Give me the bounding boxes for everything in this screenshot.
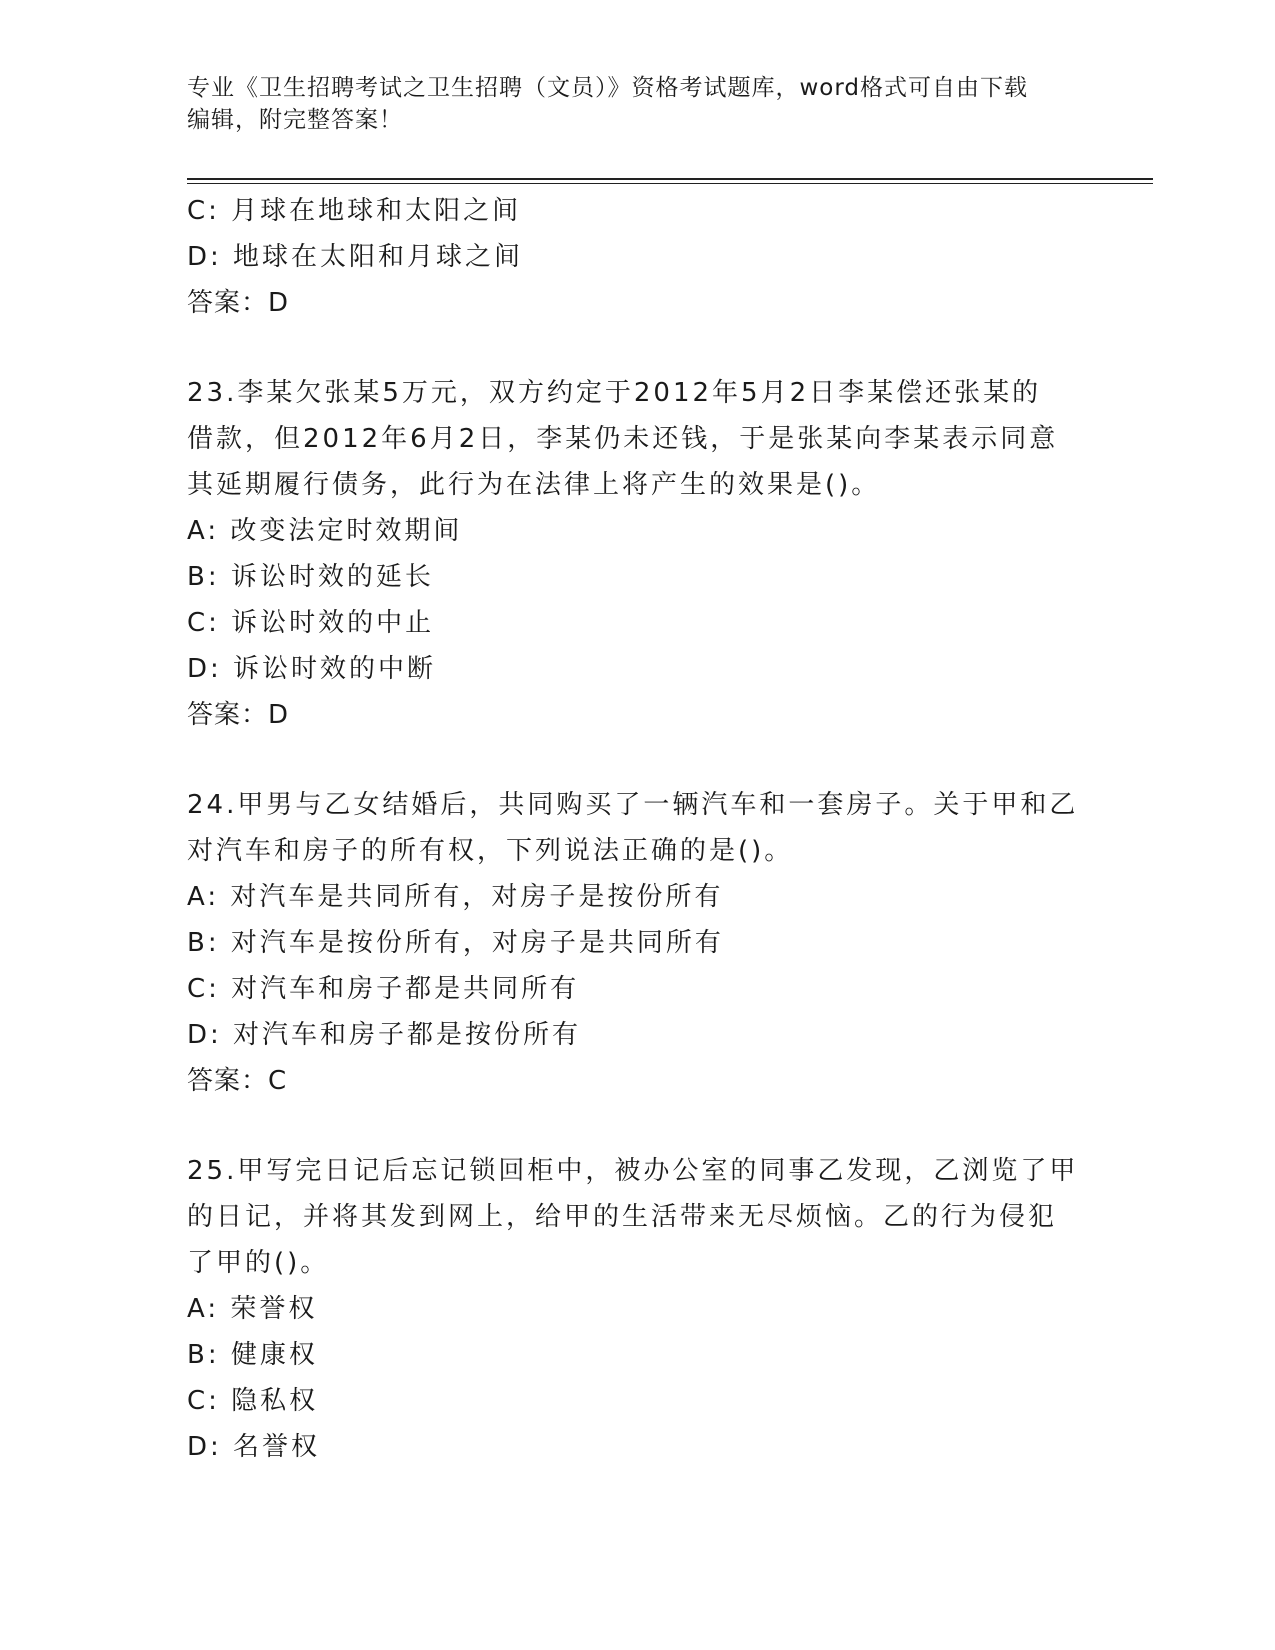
document-header <box>187 72 1087 136</box>
question-stem-line: 25.甲写完日记后忘记锁回柜中，被办公室的同事乙发现，乙浏览了甲 <box>187 1156 1079 1186</box>
answer-line: 答案：D <box>187 700 290 730</box>
header-rule-thick <box>187 178 1153 180</box>
option-a: A: 改变法定时效期间 <box>187 516 463 546</box>
answer-line: 答案：C <box>187 1066 288 1096</box>
header-line-2: 编辑，附完整答案！ <box>187 107 403 133</box>
question-stem-line: 其延期履行债务，此行为在法律上将产生的效果是()。 <box>187 470 881 500</box>
option-d: D: 地球在太阳和月球之间 <box>187 242 524 272</box>
question-stem-line: 23.李某欠张某5万元，双方约定于2012年5月2日李某偿还张某的 <box>187 378 1042 408</box>
spacer <box>187 326 1087 370</box>
option-c: C: 诉讼时效的中止 <box>187 608 435 638</box>
spacer <box>187 1104 1087 1148</box>
question-24 <box>187 782 1087 1104</box>
option-c: C: 隐私权 <box>187 1386 319 1416</box>
option-b: B: 健康权 <box>187 1340 318 1370</box>
option-c: C: 对汽车和房子都是共同所有 <box>187 974 580 1004</box>
option-a: A: 荣誉权 <box>187 1294 318 1324</box>
option-d: D: 对汽车和房子都是按份所有 <box>187 1020 582 1050</box>
question-25 <box>187 1148 1087 1470</box>
question-stem-line: 了甲的()。 <box>187 1248 330 1278</box>
question-stem-line: 的日记，并将其发到网上，给甲的生活带来无尽烦恼。乙的行为侵犯 <box>187 1202 1058 1232</box>
answer-line: 答案：D <box>187 288 290 318</box>
header-line-1: 专业《卫生招聘考试之卫生招聘（文员）》资格考试题库，word格式可自由下载 <box>187 75 1029 101</box>
spacer <box>187 738 1087 782</box>
document-body <box>187 188 1087 1470</box>
option-c: C: 月球在地球和太阳之间 <box>187 196 522 226</box>
option-a: A: 对汽车是共同所有，对房子是按份所有 <box>187 882 724 912</box>
question-stem-line: 24.甲男与乙女结婚后，共同购买了一辆汽车和一套房子。关于甲和乙 <box>187 790 1079 820</box>
option-d: D: 名誉权 <box>187 1432 321 1462</box>
question-22-continued <box>187 188 1087 326</box>
option-b: B: 对汽车是按份所有，对房子是共同所有 <box>187 928 724 958</box>
question-23 <box>187 370 1087 738</box>
question-stem-line: 对汽车和房子的所有权，下列说法正确的是()。 <box>187 836 794 866</box>
option-d: D: 诉讼时效的中断 <box>187 654 437 684</box>
header-rule-thin <box>187 183 1153 184</box>
question-stem-line: 借款，但2012年6月2日，李某仍未还钱，于是张某向李某表示同意 <box>187 424 1059 454</box>
option-b: B: 诉讼时效的延长 <box>187 562 434 592</box>
